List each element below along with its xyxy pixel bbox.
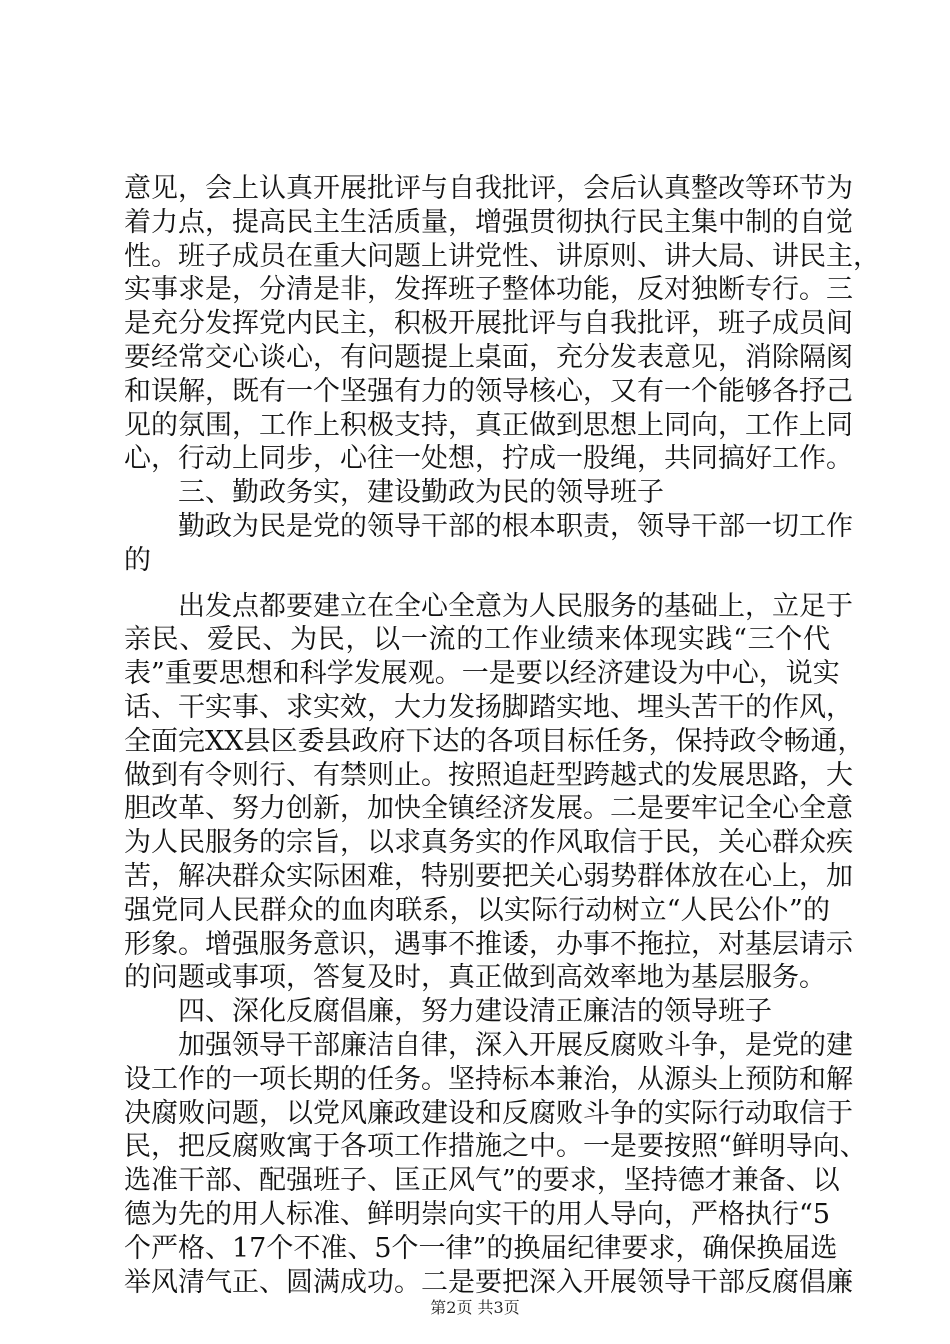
text-line: 和误解，既有一个坚强有力的领导核心，又有一个能够各抒己 (124, 375, 853, 407)
text-line: 选准干部、配强班子、匡正风气”的要求，坚持德才兼备、以 (124, 1165, 840, 1197)
text-line: 见的氛围，工作上积极支持，真正做到思想上同向，工作上同 (124, 409, 853, 441)
text-line: 性。班子成员在重大问题上讲党性、讲原则、讲大局、讲民主， (124, 240, 880, 272)
text-line: 形象。增强服务意识，遇事不推诿，办事不拖拉，对基层请示 (124, 928, 853, 960)
text-line: 勤政为民是党的领导干部的根本职责，领导干部一切工作 (124, 510, 853, 542)
text-line: 实事求是，分清是非，发挥班子整体功能，反对独断专行。三 (124, 274, 853, 306)
text-line: 苦，解决群众实际困难，特别要把关心弱势群体放在心上，加 (124, 860, 853, 892)
text-line: 着力点，提高民主生活质量，增强贯彻执行民主集中制的自觉 (124, 206, 853, 238)
text-line: 话、干实事、求实效，大力发扬脚踏实地、埋头苦干的作风， (124, 691, 853, 723)
text-line: 亲民、爱民、为民，以一流的工作业绩来体现实践“三个代 (124, 624, 830, 656)
page-number-label: 第2页 共3页 (430, 1298, 520, 1317)
text-line: 决腐败问题，以党风廉政建设和反腐败斗争的实际行动取信于 (124, 1097, 853, 1129)
text-line: 的问题或事项，答复及时，真正做到高效率地为基层服务。 (124, 962, 826, 994)
text-line: 加强领导干部廉洁自律，深入开展反腐败斗争，是党的建 (124, 1029, 853, 1061)
text-line: 设工作的一项长期的任务。坚持标本兼治，从源头上预防和解 (124, 1063, 853, 1095)
text-line: 出发点都要建立在全心全意为人民服务的基础上，立足于 (124, 590, 853, 622)
page-footer (0, 1298, 950, 1318)
text-line: 要经常交心谈心，有问题提上桌面，充分发表意见，消除隔阂 (124, 341, 853, 373)
text-line: 全面完XX县区委县政府下达的各项目标任务，保持政令畅通， (124, 725, 865, 757)
document-body (124, 172, 880, 1299)
text-line: 是充分发挥党内民主，积极开展批评与自我批评，班子成员间 (124, 308, 853, 340)
section-heading: 四、深化反腐倡廉，努力建设清正廉洁的领导班子 (124, 996, 772, 1028)
text-line: 德为先的用人标准、鲜明崇向实干的用人导向，严格执行“5 (124, 1198, 830, 1230)
text-line: 个严格、17个不准、5个一律”的换届纪律要求，确保换届选 (124, 1232, 838, 1264)
text-line: 举风清气正、圆满成功。二是要把深入开展领导干部反腐倡廉 (124, 1266, 853, 1298)
text-line: 意见，会上认真开展批评与自我批评，会后认真整改等环节为 (124, 173, 853, 204)
text-line: 民，把反腐败寓于各项工作措施之中。一是要按照“鲜明导向、 (124, 1131, 867, 1163)
section-heading: 三、勤政务实，建设勤政为民的领导班子 (124, 477, 664, 509)
text-line: 胆改革、努力创新，加快全镇经济发展。二是要牢记全心全意 (124, 793, 853, 825)
text-line: 心，行动上同步，心往一处想，拧成一股绳，共同搞好工作。 (124, 443, 853, 475)
text-line: 表”重要思想和科学发展观。一是要以经济建设为中心，说实 (124, 658, 840, 690)
text-line: 的 (124, 544, 151, 576)
text-line: 强党同人民群众的血肉联系，以实际行动树立“人民公仆”的 (124, 894, 830, 926)
text-line: 为人民服务的宗旨，以求真务实的作风取信于民，关心群众疾 (124, 827, 853, 859)
text-line: 做到有令则行、有禁则止。按照追赶型跨越式的发展思路，大 (124, 759, 853, 791)
